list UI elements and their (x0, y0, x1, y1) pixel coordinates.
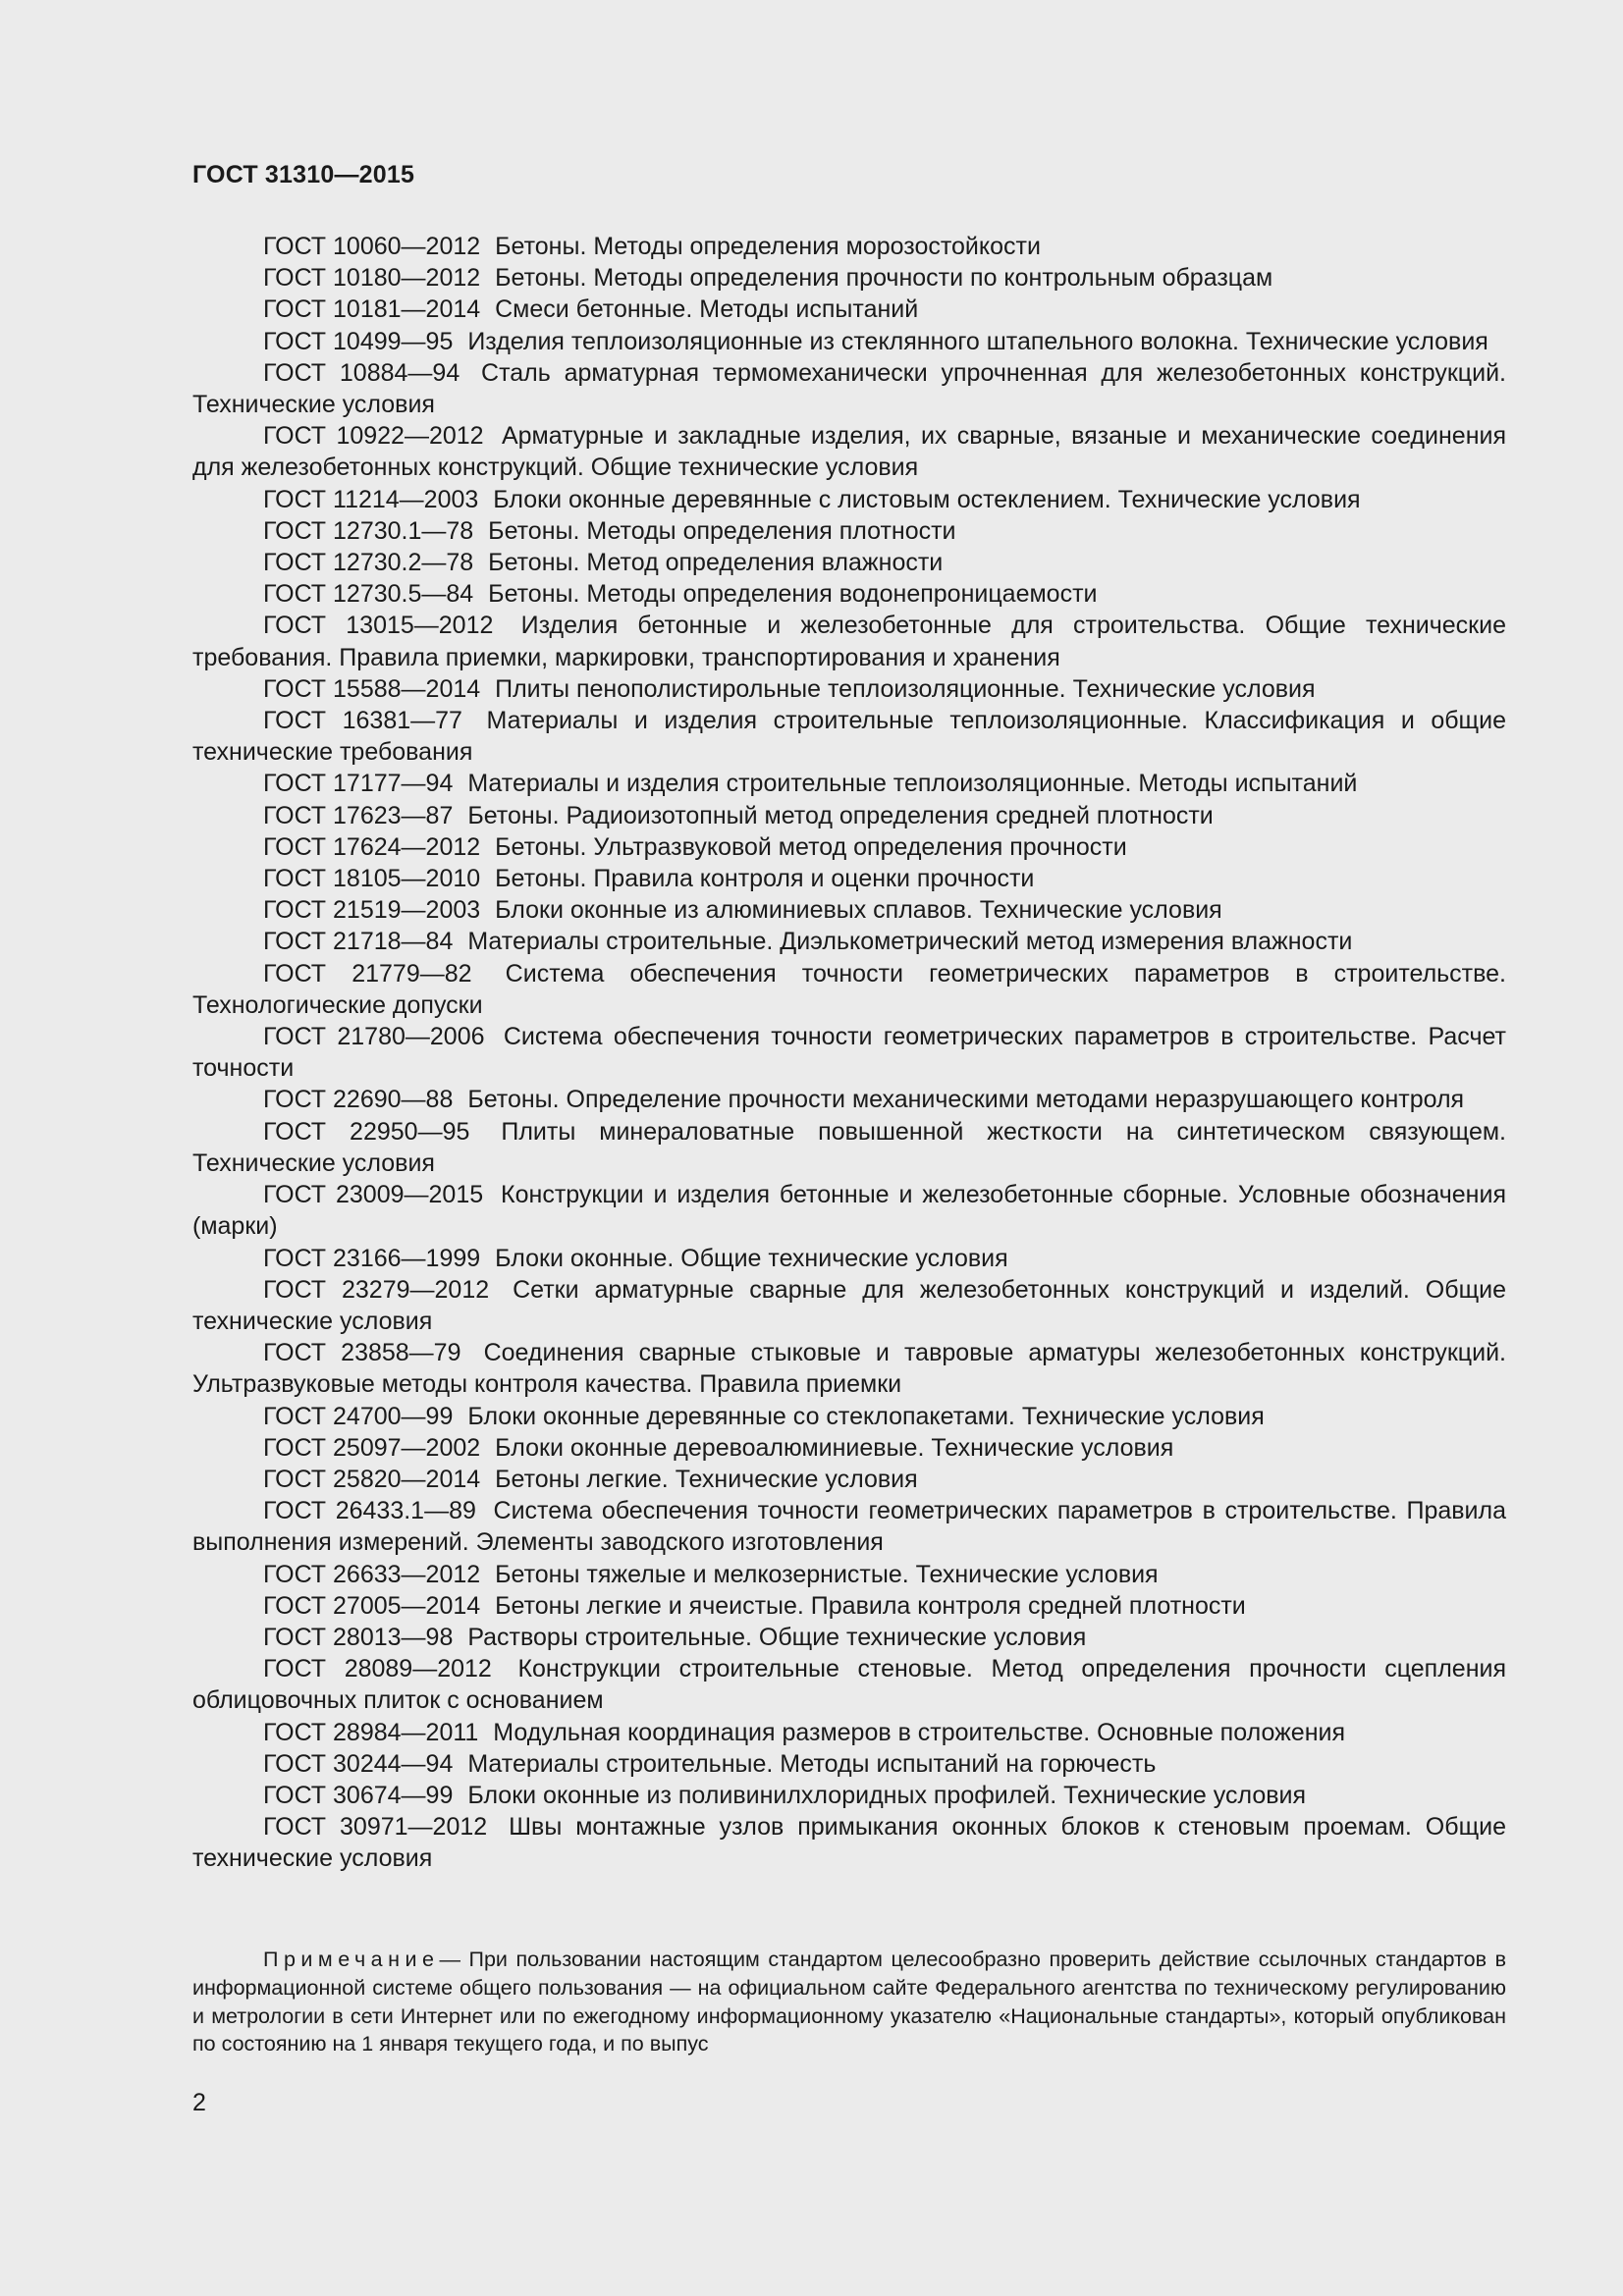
reference-code: ГОСТ 28089—2012 (263, 1655, 492, 1683)
reference-item (192, 231, 1506, 262)
reference-title: Материалы и изделия строительные теплоизоляционные. Классификация и общие технические требования (192, 707, 1506, 767)
normative-references-list (192, 231, 1506, 1875)
reference-title: Бетоны. Методы определения прочности по контрольным образцам (495, 264, 1273, 293)
reference-code: ГОСТ 10884—94 (263, 358, 460, 387)
reference-item (192, 1622, 1506, 1653)
reference-item (192, 1274, 1506, 1337)
reference-code: ГОСТ 17177—94 (263, 770, 454, 798)
reference-code: ГОСТ 12730.5—84 (263, 580, 474, 609)
reference-title: Плиты пенополистирольные теплоизоляционные. Технические условия (495, 674, 1316, 703)
reference-title: Изделия теплоизоляционные из стеклянного штапельного волокна. Технические условия (467, 327, 1488, 355)
reference-title: Материалы строительные. Методы испытаний на горючесть (467, 1749, 1157, 1778)
reference-item (192, 1337, 1506, 1400)
reference-title: Конструкции строительные стеновые. Метод определения прочности сцепления облицовочных плиток с основанием (192, 1655, 1506, 1715)
reference-item (192, 800, 1506, 831)
reference-code: ГОСТ 25097—2002 (263, 1433, 481, 1462)
reference-code: ГОСТ 26633—2012 (263, 1560, 481, 1588)
reference-title: Бетоны легкие. Технические условия (495, 1465, 918, 1493)
reference-item (192, 1464, 1506, 1495)
reference-title: Швы монтажные узлов примыкания оконных блоков к стеновым проемам. Общие технические условия (192, 1813, 1507, 1873)
reference-code: ГОСТ 30674—99 (263, 1781, 454, 1809)
reference-title: Плиты минераловатные повышенной жесткости на синтетическом связующем. Технические условия (192, 1117, 1506, 1177)
reference-title: Блоки оконные деревянные со стеклопакетами. Технические условия (467, 1402, 1265, 1430)
reference-item (192, 1748, 1506, 1780)
reference-title: Бетоны тяжелые и мелкозернистые. Технические условия (495, 1560, 1159, 1588)
reference-item (192, 357, 1506, 420)
reference-item (192, 831, 1506, 863)
reference-code: ГОСТ 25820—2014 (263, 1465, 481, 1493)
reference-code: ГОСТ 23166—1999 (263, 1244, 481, 1272)
reference-code: ГОСТ 16381—77 (263, 707, 462, 735)
reference-title: Бетоны. Метод определения влажности (488, 549, 944, 577)
reference-code: ГОСТ 28984—2011 (263, 1718, 479, 1746)
reference-item (192, 1116, 1506, 1179)
reference-code: ГОСТ 12730.1—78 (263, 516, 474, 545)
reference-code: ГОСТ 10499—95 (263, 327, 454, 355)
reference-title: Модульная координация размеров в строительстве. Основные положения (493, 1718, 1346, 1746)
reference-title: Сетки арматурные сварные для железобетонных конструкций и изделий. Общие технические условия (192, 1275, 1507, 1335)
note-label: Примечание (263, 1948, 440, 1971)
reference-title: Материалы строительные. Диэлькометрический метод измерения влажности (467, 928, 1353, 956)
page-number: 2 (192, 2089, 206, 2116)
reference-code: ГОСТ 17623—87 (263, 801, 454, 829)
reference-item (192, 705, 1506, 768)
reference-title: Блоки оконные деревоалюминиевые. Технические условия (495, 1433, 1174, 1462)
reference-item (192, 958, 1506, 1021)
reference-item (192, 1811, 1506, 1874)
reference-code: ГОСТ 21718—84 (263, 928, 454, 956)
reference-code: ГОСТ 28013—98 (263, 1623, 454, 1651)
reference-code: ГОСТ 27005—2014 (263, 1591, 481, 1620)
reference-item (192, 1590, 1506, 1622)
reference-code: ГОСТ 24700—99 (263, 1402, 454, 1430)
reference-code: ГОСТ 23009—2015 (263, 1181, 484, 1209)
reference-title: Бетоны. Правила контроля и оценки прочности (495, 865, 1035, 893)
reference-code: ГОСТ 21779—82 (263, 959, 472, 988)
reference-item (192, 1179, 1506, 1242)
reference-title: Система обеспечения точности геометрических параметров в строительстве. Технологические допуски (192, 959, 1506, 1019)
reference-item (192, 1495, 1506, 1558)
reference-code: ГОСТ 22950—95 (263, 1117, 470, 1146)
note-text: — При пользовании настоящим стандартом целесообразно проверить действие ссылочных стандартов в информационной системе общего пользования — на официальном сайте Федерального агентства по техническому регулированию и метрологии в сети Интернет или по ежегодному информационному указателю «Национальные стандарты», который опубликован по состоянию на 1 января текущего года, и по выпус (192, 1948, 1506, 2056)
reference-code: ГОСТ 23858—79 (263, 1339, 461, 1367)
reference-code: ГОСТ 23279—2012 (263, 1275, 490, 1304)
reference-code: ГОСТ 21780—2006 (263, 1023, 485, 1051)
reference-title: Бетоны. Радиоизотопный метод определения средней плотности (467, 801, 1214, 829)
reference-item (192, 1243, 1506, 1274)
reference-title: Блоки оконные из алюминиевых сплавов. Технические условия (495, 896, 1222, 925)
reference-code: ГОСТ 17624—2012 (263, 832, 481, 861)
reference-item (192, 768, 1506, 799)
reference-item (192, 1432, 1506, 1464)
reference-code: ГОСТ 12730.2—78 (263, 549, 474, 577)
reference-title: Материалы и изделия строительные теплоизоляционные. Методы испытаний (467, 770, 1358, 798)
reference-title: Блоки оконные деревянные с листовым остеклением. Технические условия (493, 485, 1361, 513)
reference-title: Система обеспечения точности геометрических параметров в строительстве. Правила выполнения измерений. Элементы заводского изготовления (192, 1497, 1507, 1557)
reference-item (192, 262, 1506, 294)
reference-title: Изделия бетонные и железобетонные для строительства. Общие технические требования. Правила приемки, маркировки, транспортирования и хранения (192, 612, 1506, 671)
reference-code: ГОСТ 15588—2014 (263, 674, 481, 703)
reference-code: ГОСТ 30244—94 (263, 1749, 454, 1778)
reference-item (192, 926, 1506, 957)
reference-title: Смеси бетонные. Методы испытаний (495, 295, 919, 324)
reference-title: Бетоны. Методы определения морозостойкости (495, 233, 1041, 260)
reference-item (192, 1559, 1506, 1590)
reference-code: ГОСТ 26433.1—89 (263, 1497, 476, 1525)
reference-title: Растворы строительные. Общие технические условия (467, 1623, 1087, 1651)
reference-item (192, 294, 1506, 325)
note-paragraph (192, 1946, 1506, 2058)
reference-item (192, 1717, 1506, 1748)
reference-item (192, 610, 1506, 672)
reference-code: ГОСТ 11214—2003 (263, 485, 479, 513)
reference-item (192, 1653, 1506, 1716)
reference-item (192, 484, 1506, 515)
reference-item (192, 578, 1506, 610)
reference-item (192, 420, 1506, 483)
reference-code: ГОСТ 21519—2003 (263, 896, 481, 925)
reference-title: Бетоны. Определение прочности механическими методами неразрушающего контроля (467, 1086, 1465, 1114)
reference-code: ГОСТ 18105—2010 (263, 865, 481, 893)
document-header: ГОСТ 31310—2015 (192, 161, 415, 188)
reference-item (192, 547, 1506, 578)
reference-title: Система обеспечения точности геометрических параметров в строительстве. Расчет точности (192, 1023, 1507, 1083)
reference-code: ГОСТ 10922—2012 (263, 422, 484, 451)
reference-title: Бетоны. Методы определения водонепроницаемости (488, 580, 1098, 609)
reference-item (192, 863, 1506, 894)
reference-title: Бетоны легкие и ячеистые. Правила контроля средней плотности (495, 1591, 1246, 1620)
reference-title: Сталь арматурная термомеханически упрочненная для железобетонных конструкций. Технические условия (192, 358, 1506, 419)
reference-title: Арматурные и закладные изделия, их сварные, вязаные и механические соединения для железобетонных конструкций. Общие технические условия (192, 422, 1506, 482)
reference-item (192, 326, 1506, 357)
reference-title: Бетоны. Методы определения плотности (488, 516, 956, 545)
reference-title: Блоки оконные. Общие технические условия (495, 1244, 1008, 1272)
reference-item (192, 673, 1506, 705)
reference-title: Бетоны. Ультразвуковой метод определения прочности (495, 832, 1127, 861)
reference-code: ГОСТ 30971—2012 (263, 1813, 488, 1842)
reference-code: ГОСТ 10181—2014 (263, 295, 481, 324)
reference-title: Конструкции и изделия бетонные и железобетонные сборные. Условные обозначения (марки) (192, 1181, 1506, 1241)
reference-item (192, 1401, 1506, 1432)
reference-code: ГОСТ 22690—88 (263, 1086, 454, 1114)
reference-title: Блоки оконные из поливинилхлоридных профилей. Технические условия (467, 1781, 1307, 1809)
reference-item (192, 894, 1506, 926)
reference-item (192, 1084, 1506, 1115)
reference-item (192, 1021, 1506, 1084)
reference-code: ГОСТ 10060—2012 (263, 233, 481, 260)
reference-item (192, 1780, 1506, 1811)
reference-code: ГОСТ 10180—2012 (263, 264, 481, 293)
reference-title: Соединения сварные стыковые и тавровые арматуры железобетонных конструкций. Ультразвуковые методы контроля качества. Правила приемки (192, 1339, 1506, 1399)
reference-item (192, 515, 1506, 547)
reference-code: ГОСТ 13015—2012 (263, 612, 494, 640)
